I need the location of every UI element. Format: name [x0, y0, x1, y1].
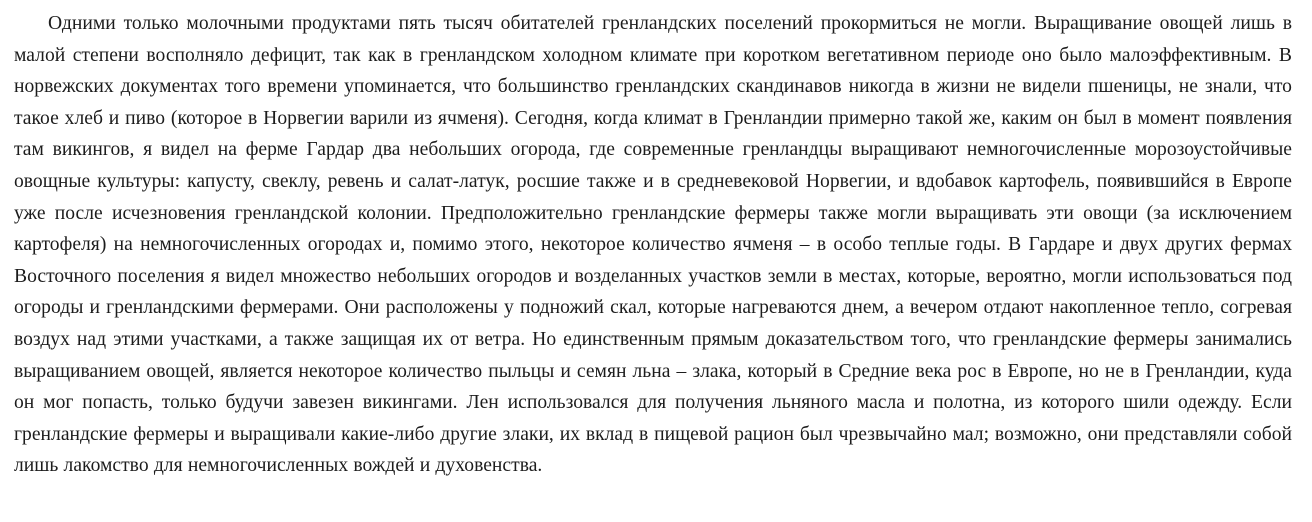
- body-paragraph: Одними только молочными продуктами пять тысяч обитателей гренландских поселений прокормиться не могли. Выращивание овощей лишь в малой степени восполняло дефицит, так как в гренландском холодном климате при коротком вегетативном периоде оно было малоэффективным. В норвежских документах того времени упоминается, что большинство гренландских скандинавов никогда в жизни не видели пшеницы, не знали, что такое хлеб и пиво (которое в Норвегии варили из ячменя). Сегодня, когда климат в Гренландии примерно такой же, каким он был в момент появления там викингов, я видел на ферме Гардар два небольших огорода, где современные гренландцы выращивают немногочисленные морозоустойчивые овощные культуры: капусту, свеклу, ревень и салат-латук, росшие также и в средневековой Норвегии, и вдобавок картофель, появившийся в Европе уже после исчезновения гренландской колонии. Предположительно гренландские фермеры также могли выращивать эти овощи (за исключением картофеля) на немногочисленных огородах и, помимо этого, некоторое количество ячменя – в особо теплые годы. В Гардаре и двух других фермах Восточного поселения я видел множество небольших огородов и возделанных участков земли в местах, которые, вероятно, могли использоваться под огороды и гренландскими фермерами. Они расположены у подножий скал, которые нагреваются днем, а вечером отдают накопленное тепло, согревая воздух над этими участками, а также защищая их от ветра. Но единственным прямым доказательством того, что гренландские фермеры занимались выращиванием овощей, является некоторое количество пыльцы и семян льна – злака, который в Средние века рос в Европе, но не в Гренландии, куда он мог попасть, только будучи завезен викингами. Лен использовался для получения льняного масла и полотна, из которого шили одежду. Если гренландские фермеры и выращивали какие-либо другие злаки, их вклад в пищевой рацион был чрезвычайно мал; возможно, они представляли собой лишь лакомство для немногочисленных вождей и духовенства.: [14, 13, 1292, 477]
